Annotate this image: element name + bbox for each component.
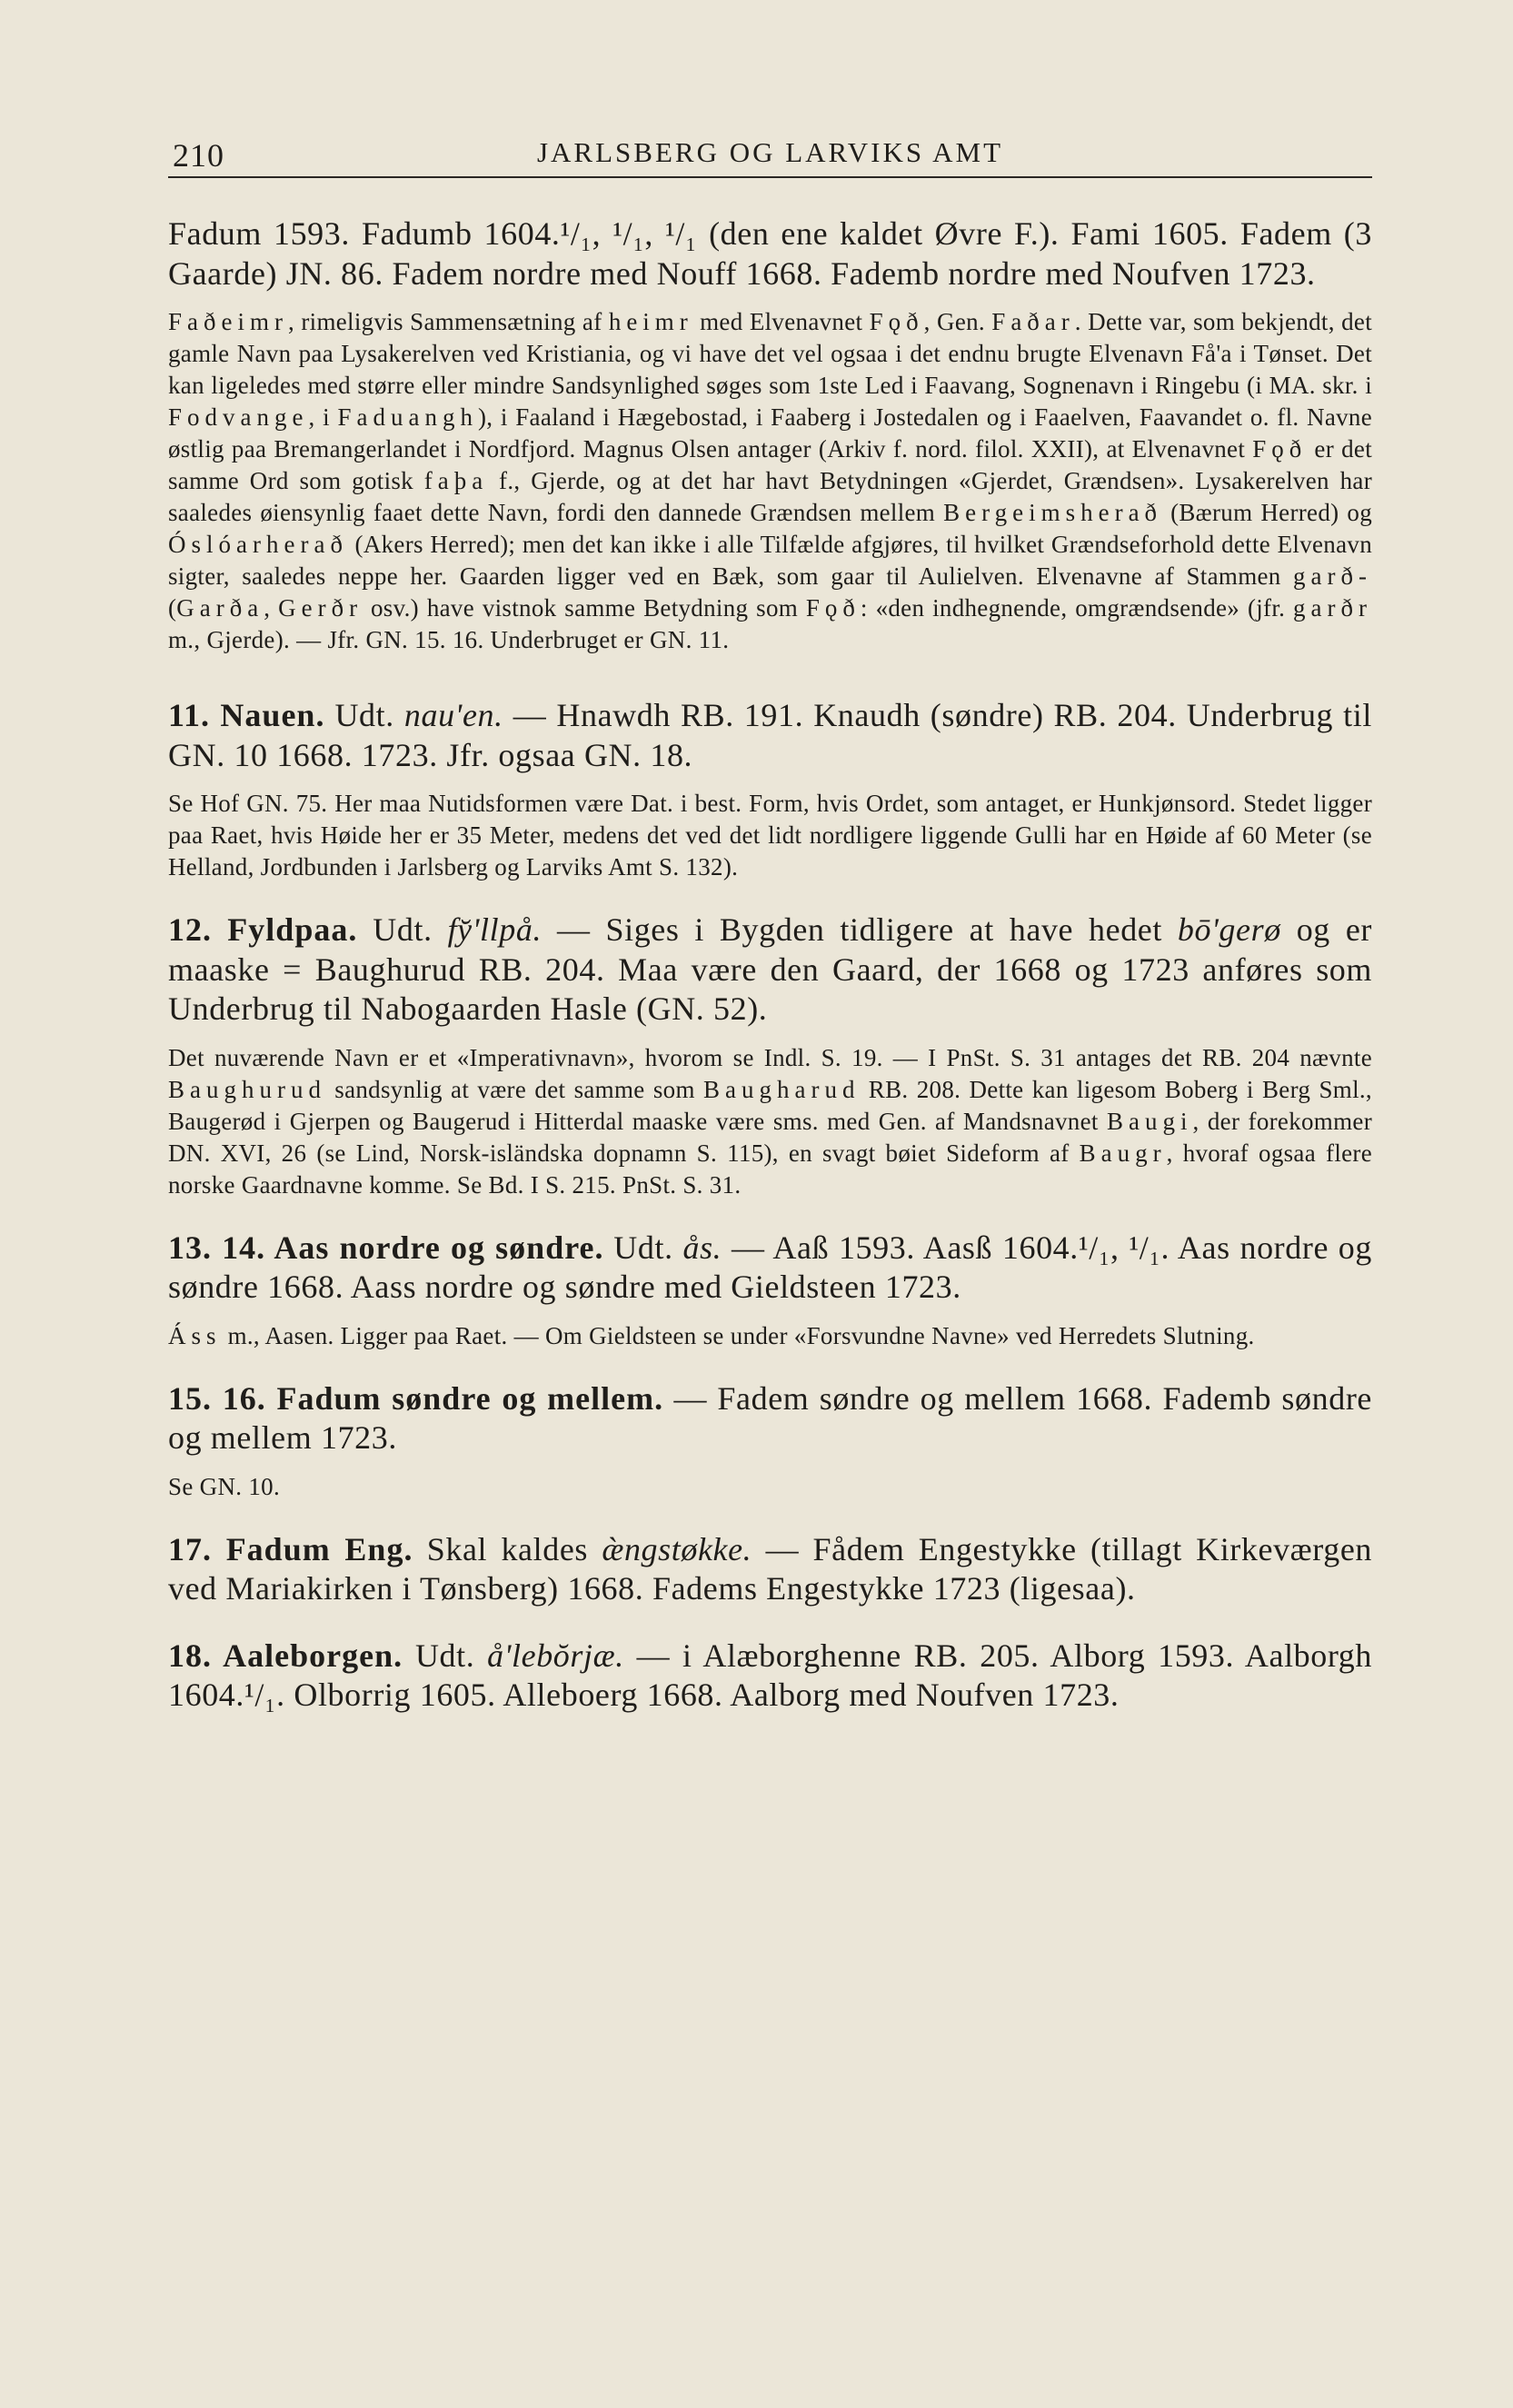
text-run: — Fadem søndre og mellem 1668. Fademb søndre og mellem 1723. (168, 1379, 1372, 1456)
commentary-paragraph (168, 1471, 1372, 1503)
text-run: , (264, 594, 279, 622)
spaced-term: Áss (168, 1321, 222, 1349)
text-run: RB. 208. Dette kan ligesom Boberg i Berg Sml., Baugerød i Gjerpen og Baugerud i Hitterdal maaske være sms. med Gen. af Mandsnavnet (168, 1075, 1372, 1135)
page-number: 210 (173, 137, 224, 174)
commentary-paragraph (168, 1042, 1372, 1201)
commentary-paragraph (168, 788, 1372, 883)
spaced-term: Faðeimr (168, 308, 288, 335)
body-text (168, 214, 1372, 1716)
text-run: sandsynlig at være det samme som (325, 1075, 704, 1103)
spaced-term: Baugharud (703, 1075, 861, 1103)
text-run: m., Gjerde). — Jfr. GN. 15. 16. Underbruget er GN. 11. (168, 626, 730, 653)
text-run: ( (168, 594, 177, 622)
text-run: , rimeligvis Sammensætning af (287, 308, 609, 335)
entry-paragraph (168, 1229, 1372, 1308)
entry-heading: 13. 14. Aas nordre og søndre. (168, 1229, 604, 1266)
spaced-term: Óslóarherað (168, 531, 348, 558)
entry-paragraph (168, 910, 1372, 1030)
text-run: f., Gjerde, og at det har havt Betydningen «Gjerdet, Grændsen». Lysakerelven har saaledes øiensynlig faaet dette Navn, fordi den dannede Grændsen mellem (168, 467, 1372, 526)
spaced-term: garðr (1293, 594, 1372, 622)
text-run: (Akers Herred); men det kan ikke i alle Tilfælde afgjøres, til hvilket Grændseforhold dette Elvenavn sigter, saaledes neppe her. Gaarden ligger ved en Bæk, som gaar til Aulielven. Elvenavne af Stammen (168, 531, 1372, 590)
text-run: m., Aasen. Ligger paa Raet. — Om Gieldsteen se under «Forsvundne Navne» ved Herredets Slutning. (221, 1321, 1255, 1349)
entry-paragraph (168, 696, 1372, 775)
text-run: Udt. (324, 697, 404, 733)
text-run: Udt. (357, 911, 448, 948)
text-run: : «den indhegnende, omgrændsende» (jfr. (860, 594, 1294, 622)
text-run: , Gen. (923, 308, 992, 335)
text-run: . Dette var, som bekjendt, det gamle Navn paa Lysakerelven ved Kristiania, og vi have det vel ogsaa i det endnu brugte Elvenavn Få'a i Tønset. Det kan ligeledes med større eller mindre Sandsynlighed søges som 1ste Led i Faavang, Sognenavn i Ringebu (i MA. skr. i (168, 308, 1372, 399)
entry-paragraph (168, 1637, 1372, 1716)
text-run: med Elvenavnet (692, 308, 870, 335)
text-run: ), i Faaland i Hægebostad, i Faaberg i Jostedalen og i Faaelven, Faavandet o. fl. Navne østlig paa Bremangerlandet i Nordfjord. Magnus Olsen antager (Arkiv f. nord. filol. XXII), at Elvenavnet (168, 403, 1373, 463)
pronunciation: bō'gerø (1177, 911, 1281, 948)
spaced-term: Garða (176, 594, 264, 622)
running-title: JARLSBERG OG LARVIKS AMT (536, 136, 1004, 168)
text-run: — Hnawdh RB. 191. Knaudh (søndre) RB. 204. Underbrug til GN. 10 1668. 1723. Jfr. ogsaa GN. 18. (168, 697, 1372, 773)
text-run: — i Alæborghenne RB. 205. Alborg 1593. Aalborgh 1604.¹/₁. Olborrig 1605. Alleboerg 1668. Aalborg med Noufven 1723. (168, 1637, 1373, 1713)
text-run: , i (308, 403, 338, 431)
spaced-term: Faðar (991, 308, 1075, 335)
spaced-term: Faduangh (337, 403, 478, 431)
text-run: Det nuværende Navn er et «Imperativnavn», hvorom se Indl. S. 19. — I PnSt. S. 31 antages det RB. 204 nævnte (168, 1043, 1372, 1071)
spaced-term: faþa (423, 467, 489, 494)
spaced-term: Fodvange (168, 403, 309, 431)
entry-heading: 11. Nauen. (168, 697, 325, 733)
spaced-term: Fǫð (805, 594, 861, 622)
text-run: , der forekommer DN. XVI, 26 (se Lind, Norsk-isländska dopnamn S. 115), en svagt bøiet Sideform af (168, 1107, 1372, 1167)
text-run: og er maaske = Baughurud RB. 204. Maa være den Gaard, der 1668 og 1723 anføres som Underbrug til Nabogaarden Hasle (GN. 52). (168, 911, 1372, 1027)
commentary-paragraph (168, 306, 1372, 656)
pronunciation: nau'en. (403, 697, 503, 733)
pronunciation: ås. (682, 1229, 722, 1266)
text-run: Udt. (603, 1229, 683, 1266)
entry-heading: 15. 16. Fadum søndre og mellem. (168, 1379, 664, 1417)
spaced-term: Baugi (1107, 1107, 1193, 1135)
text-run: — Siges i Bygden tidligere at have hedet (542, 911, 1178, 948)
spaced-term: Fǫð (1252, 435, 1308, 463)
text-run: Se GN. 10. (168, 1472, 280, 1500)
spaced-term: Gerðr (278, 594, 363, 622)
spaced-term: Fǫð (869, 308, 924, 335)
pronunciation: fy̆'llpå. (447, 911, 542, 948)
text-run: Se Hof GN. 75. Her maa Nutidsformen være Dat. i best. Form, hvis Ordet, som antaget, er Hunkjønsord. Stedet ligger paa Raet, hvis Høide her er 35 Meter, medens det ved det lidt nordligere liggende Gulli har en Høide af 60 Meter (se Helland, Jordbunden i Jarlsberg og Larviks Amt S. 132). (168, 790, 1372, 881)
text-run: Fadum 1593. Fadumb 1604.¹/₁, ¹/₁, ¹/₁ (den ene kaldet Øvre F.). Fami 1605. Fadem (3 Gaarde) JN. 86. Fadem nordre med Nouff 1668. Fademb nordre med Noufven 1723. (168, 215, 1372, 292)
entry-heading: 18. Aaleborgen. (168, 1637, 403, 1674)
spaced-term: garð- (1293, 562, 1372, 590)
entry-paragraph (168, 1530, 1372, 1609)
text-run: (Bærum Herred) og (1162, 499, 1373, 526)
spaced-term: Baughurud (168, 1075, 326, 1103)
entry-paragraph (168, 214, 1372, 294)
text-run: osv.) have vistnok samme Betydning som (363, 594, 806, 622)
spaced-term: Bergeimsherað (943, 499, 1163, 526)
spaced-term: Baugr (1079, 1139, 1167, 1167)
text-run: — Aaß 1593. Aasß 1604.¹/₁, ¹/₁. Aas nordre og søndre 1668. Aass nordre og søndre med Gieldsteen 1723. (168, 1229, 1372, 1305)
pronunciation: å'lebŏrjæ. (487, 1637, 624, 1674)
entry-heading: 12. Fyldpaa. (168, 911, 358, 948)
text-run: , hvoraf ogsaa flere norske Gaardnavne komme. Se Bd. I S. 215. PnSt. S. 31. (168, 1139, 1372, 1199)
entry-heading: 17. Fadum Eng. (168, 1530, 413, 1567)
entry-paragraph (168, 1379, 1372, 1458)
text-run: Udt. (403, 1637, 488, 1674)
text-run: — Fådem Engestykke (tillagt Kirkeværgen ved Mariakirken i Tønsberg) 1668. Fadems Engestykke 1723 (ligesaa). (168, 1530, 1372, 1607)
commentary-paragraph (168, 1320, 1372, 1352)
page-header (168, 136, 1372, 178)
spaced-term: heimr (608, 308, 693, 335)
text-run: er det samme Ord som gotisk (168, 435, 1373, 494)
text-run: Skal kaldes (413, 1530, 602, 1567)
pronunciation: æ̀ngstøkke. (602, 1530, 752, 1567)
